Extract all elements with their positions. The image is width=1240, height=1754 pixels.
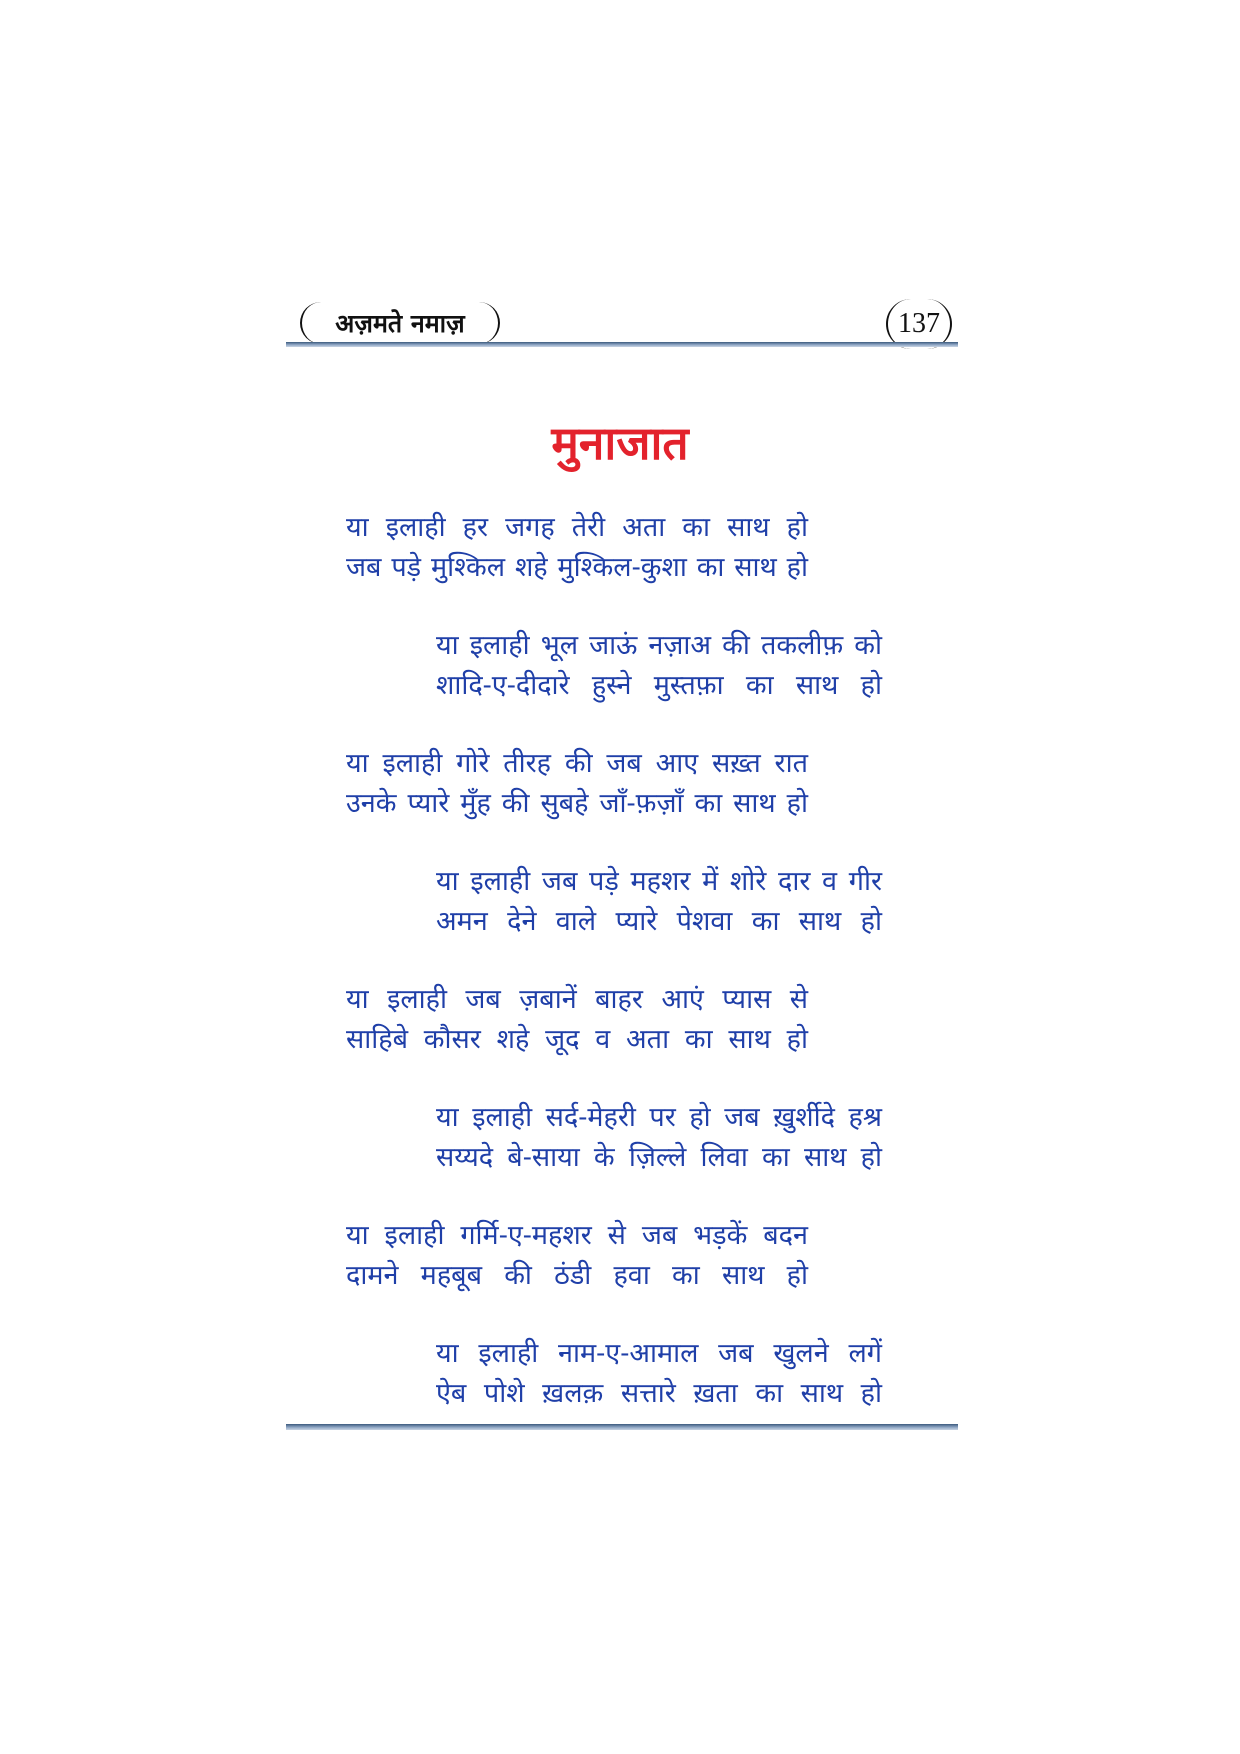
page-heading: मुनाजात bbox=[551, 416, 689, 470]
stanza-8 bbox=[436, 1334, 882, 1414]
verse-line: साहिबे कौसर शहे जूद व अता का साथ हो bbox=[346, 1024, 808, 1055]
stanza-7 bbox=[346, 1216, 808, 1296]
verse-line: या इलाही भूल जाऊं नज़ाअ की तकलीफ़ को bbox=[436, 630, 882, 661]
verse-line: शादि-ए-दीदारे हुस्ने मुस्तफ़ा का साथ हो bbox=[436, 670, 882, 701]
footer-divider bbox=[286, 1424, 958, 1430]
page-number: 137 bbox=[898, 308, 940, 339]
verse-line: ऐब पोशे ख़लक़ सत्तारे ख़ता का साथ हो bbox=[436, 1378, 882, 1409]
header-divider bbox=[286, 342, 958, 347]
stanza-2 bbox=[436, 626, 882, 706]
stanza-3 bbox=[346, 744, 808, 824]
verse-line: या इलाही नाम-ए-आमाल जब खुलने लगें bbox=[436, 1338, 882, 1369]
verse-line: जब पड़े मुश्किल शहे मुश्किल-कुशा का साथ हो bbox=[346, 552, 808, 583]
verse-line: या इलाही गोरे तीरह की जब आए सख़्त रात bbox=[346, 748, 808, 779]
verse-line: सय्यदे बे-साया के ज़िल्ले लिवा का साथ हो bbox=[436, 1142, 882, 1173]
stanza-6 bbox=[436, 1098, 882, 1178]
verse-line: दामने महबूब की ठंडी हवा का साथ हो bbox=[346, 1260, 808, 1291]
stanza-4 bbox=[436, 862, 882, 942]
verse-line: अमन देने वाले प्यारे पेशवा का साथ हो bbox=[436, 906, 882, 937]
verse-line: उनके प्यारे मुँह की सुबहे जाँ-फ़ज़ाँ का साथ हो bbox=[346, 788, 808, 819]
stanza-1 bbox=[346, 508, 808, 588]
stanza-5 bbox=[346, 980, 808, 1060]
verse-line: या इलाही जब पड़े महशर में शोरे दार व गीर bbox=[436, 866, 882, 897]
verse-line: या इलाही गर्मि-ए-महशर से जब भड़कें बदन bbox=[346, 1220, 808, 1251]
running-header-title: अज़मते नमाज़ bbox=[335, 308, 465, 338]
verse-line: या इलाही हर जगह तेरी अता का साथ हो bbox=[346, 512, 808, 543]
verse-line: या इलाही जब ज़बानें बाहर आएं प्यास से bbox=[346, 984, 808, 1015]
verse-line: या इलाही सर्द-मेहरी पर हो जब ख़ुर्शीदे हश्र bbox=[436, 1102, 882, 1133]
running-header-title-frame bbox=[300, 302, 500, 344]
